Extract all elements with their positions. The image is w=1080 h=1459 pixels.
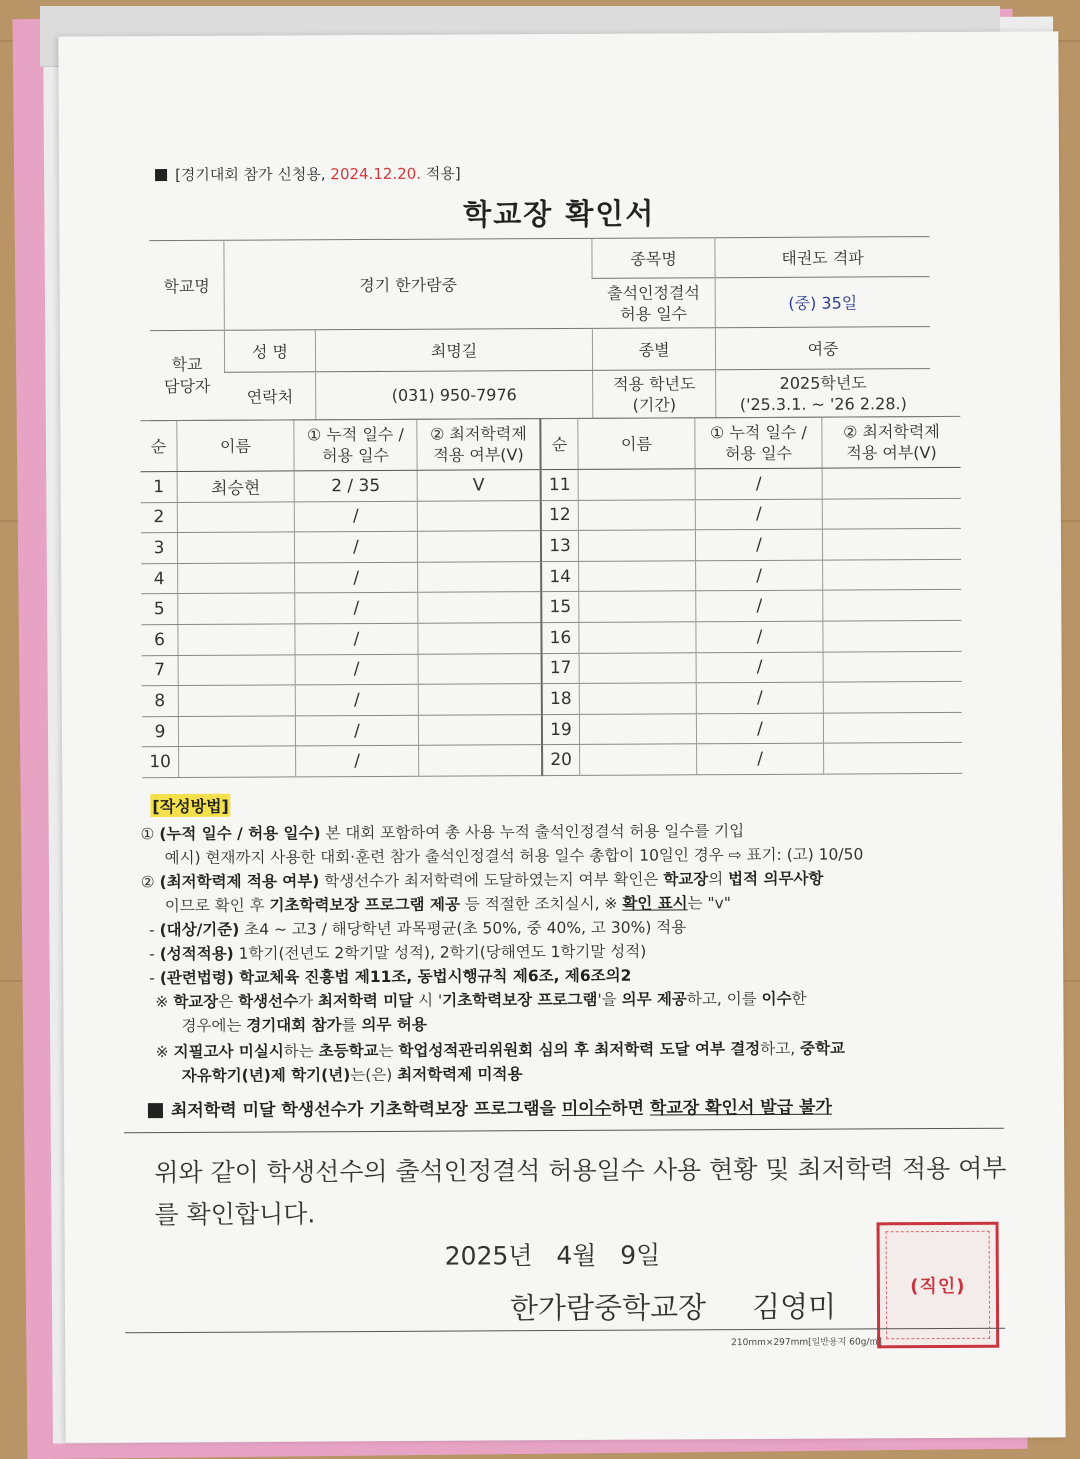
row-days-right: /	[695, 529, 822, 560]
row-no-left: 6	[141, 624, 178, 655]
row-name-right	[578, 499, 695, 530]
row-no-left: 7	[142, 655, 179, 686]
row-days-right: /	[696, 591, 823, 622]
square-bullet-icon	[155, 169, 167, 181]
row-no-right: 13	[541, 531, 579, 562]
table-row	[142, 651, 962, 686]
row-name-left	[178, 593, 295, 624]
seal-border	[886, 1231, 991, 1340]
manager-label: 학교 담당자	[150, 330, 225, 420]
row-days-right: /	[695, 468, 822, 499]
document-page	[58, 31, 1065, 1442]
row-name-left	[177, 501, 294, 532]
roster-table	[140, 416, 962, 778]
row-days-left: /	[295, 623, 418, 654]
row-no-left: 9	[142, 716, 179, 747]
row-days-right: /	[696, 560, 823, 591]
row-days-right: /	[697, 743, 824, 774]
school-label: 학교명	[149, 240, 224, 330]
row-name-right	[578, 469, 695, 500]
contact-label: 연락처	[225, 372, 316, 420]
row-days-left: /	[294, 501, 417, 532]
row-check-left	[418, 592, 542, 623]
year-label: 적용 학년도 (기간)	[593, 370, 716, 419]
issue-date: 2025년 4월 9일	[444, 1240, 661, 1271]
method-line-11: 자유학기(년)제 학기(년)는(은) 최저학력제 미적용	[181, 1065, 523, 1085]
row-check-right	[822, 529, 961, 560]
arrow-box-icon	[148, 1103, 163, 1118]
row-name-left	[179, 746, 296, 777]
row-name-left	[177, 532, 294, 563]
col-no-right: 순	[540, 418, 578, 469]
row-check-left	[418, 623, 542, 654]
row-no-left: 8	[142, 686, 179, 717]
row-name-right	[579, 714, 696, 745]
row-no-right: 14	[541, 561, 579, 592]
official-seal	[877, 1222, 1000, 1349]
row-name-right	[579, 622, 696, 653]
row-no-right: 19	[542, 714, 580, 745]
method-line-2: 예시) 현재까지 사용한 대회·훈련 참가 출석인정결석 허용 일수 총합이 10일인 경우 ⇨ 표기: (고) 10/50	[164, 845, 864, 868]
row-check-left	[418, 684, 542, 715]
row-no-left: 2	[141, 502, 178, 533]
row-check-left	[418, 653, 542, 684]
row-name-right	[579, 591, 696, 622]
header-note	[155, 163, 461, 186]
event-value: 태권도 격파	[715, 237, 930, 278]
row-days-left: /	[295, 684, 418, 715]
confirmation-text: 위와 같이 학생선수의 출석인정결석 허용일수 사용 현황 및 최저학력 적용 여부를 확인합니다.	[154, 1153, 1007, 1230]
row-no-right: 15	[541, 592, 579, 623]
divider-top	[124, 1128, 1004, 1134]
col-no-left: 순	[140, 421, 177, 472]
col-check-right: ② 최저학력제 적용 여부(V)	[822, 416, 961, 468]
method-line-8: ※ 학교장은 학생선수가 최저학력 미달 시 '기초학력보장 프로그램'을 의무 제공하고, 이를 이수한	[155, 989, 807, 1012]
row-days-left: /	[295, 654, 418, 685]
row-name-right	[580, 744, 697, 775]
row-check-right	[823, 712, 962, 743]
divider-bottom	[125, 1328, 1005, 1334]
col-check-left: ② 최저학력제 적용 여부(V)	[417, 419, 541, 471]
row-check-left	[417, 500, 541, 531]
row-days-right: /	[696, 682, 823, 713]
method-line-5: - (대상/기준) 초4 ~ 고3 / 해당학년 과목평균(초 50%, 중 40%, 고 30%) 적용	[148, 918, 687, 940]
row-name-left	[178, 654, 295, 685]
row-name-right	[579, 652, 696, 683]
row-no-right: 20	[542, 745, 580, 776]
row-check-left: V	[417, 470, 541, 501]
table-row	[141, 467, 961, 502]
row-days-left: /	[295, 715, 418, 746]
header-note-date: 2024.12.20.	[330, 164, 422, 184]
roster-body	[141, 467, 963, 777]
row-no-left: 4	[141, 563, 178, 594]
allowance-value: (중) 35일	[715, 277, 930, 328]
event-label: 종목명	[592, 238, 715, 279]
name-value: 최명길	[315, 328, 592, 371]
method-line-9: 경우에는 경기대회 참가를 의무 허용	[181, 1015, 427, 1035]
contact-value: (031) 950-7976	[316, 370, 593, 419]
row-days-right: /	[695, 499, 822, 530]
col-name-right: 이름	[578, 418, 695, 470]
row-no-right: 16	[541, 622, 579, 653]
document-title: 학교장 확인서	[463, 196, 656, 232]
row-name-left	[178, 563, 295, 594]
name-label: 성 명	[224, 330, 315, 372]
signer-name: 김영미	[752, 1289, 837, 1325]
method-line-3: ② (최저학력제 적용 여부) 학생선수가 최저학력에 도달하였는지 여부 확인은 학교장의 법적 의무사항	[140, 869, 824, 892]
row-days-right: /	[696, 713, 823, 744]
col-days-right: ① 누적 일수 / 허용 일수	[695, 417, 822, 469]
method-line-10: ※ 지필고사 미실시하는 초등학교는 학업성적관리위원회 심의 후 최저학력 도달 여부 결정하고, 중학교	[155, 1039, 846, 1062]
row-no-left: 1	[141, 472, 178, 503]
table-row	[141, 590, 961, 625]
table-row	[141, 559, 961, 594]
col-name-left: 이름	[177, 420, 294, 472]
row-check-left	[417, 531, 541, 562]
year-value: 2025학년도 ('25.3.1. ~ '26 2.28.)	[716, 369, 931, 418]
row-no-right: 11	[541, 469, 579, 500]
seal-label: (직인)	[910, 1275, 966, 1298]
row-check-right	[823, 590, 962, 621]
row-check-right	[823, 651, 962, 682]
row-days-left: /	[295, 562, 418, 593]
header-note-suffix: 적용]	[421, 164, 461, 183]
paper-size-note: 210mm×297mm[일반용지 60g/㎡]	[731, 1337, 883, 1349]
row-check-right	[824, 743, 963, 774]
table-row	[141, 529, 961, 564]
row-days-right: /	[696, 652, 823, 683]
row-name-left: 최승현	[177, 471, 294, 502]
row-no-right: 17	[542, 653, 580, 684]
header-note-prefix: [경기대회 참가 신청용,	[175, 165, 331, 185]
row-days-left: /	[295, 593, 418, 624]
row-name-right	[579, 683, 696, 714]
method-line-1: ① (누적 일수 / 허용 일수) 본 대회 포함하여 총 사용 누적 출석인정결석 허용 일수를 기입	[140, 822, 745, 844]
table-row	[142, 743, 962, 778]
row-days-right: /	[696, 621, 823, 652]
table-row	[141, 620, 961, 655]
method-title: [작성방법]	[150, 794, 231, 817]
table-row	[142, 682, 962, 717]
row-check-right	[823, 620, 962, 651]
row-check-left	[419, 745, 543, 776]
row-check-left	[418, 714, 542, 745]
row-days-left: 2 / 35	[294, 470, 417, 501]
row-no-right: 12	[541, 500, 579, 531]
school-value: 경기 한가람중	[224, 238, 593, 330]
type-label: 종별	[592, 328, 715, 371]
row-no-left: 3	[141, 533, 178, 564]
signer	[510, 1285, 836, 1328]
info-table	[149, 236, 930, 421]
signer-school: 한가람중학교장	[509, 1290, 707, 1326]
row-days-left: /	[296, 746, 419, 777]
row-no-right: 18	[542, 684, 580, 715]
row-check-right	[823, 682, 962, 713]
row-name-left	[178, 716, 295, 747]
row-name-left	[178, 624, 295, 655]
row-check-right	[822, 467, 961, 498]
table-row	[142, 712, 962, 747]
col-days-left: ① 누적 일수 / 허용 일수	[294, 419, 417, 471]
allowance-label: 출석인정결석 허용 일수	[592, 278, 715, 329]
method-line-6: - (성적적용) 1학기(전년도 2학기말 성적), 2학기(당해연도 1학기말 성적)	[149, 942, 647, 964]
type-value: 여중	[715, 327, 930, 370]
row-no-left: 10	[142, 747, 179, 778]
method-line-4: 이므로 확인 후 기초학력보장 프로그램 제공 등 적절한 조치실시, ※ 확인 표시는 "v"	[164, 894, 732, 916]
table-row	[141, 498, 961, 533]
row-no-left: 5	[141, 594, 178, 625]
row-name-left	[178, 685, 295, 716]
row-check-right	[822, 498, 961, 529]
row-days-left: /	[294, 531, 417, 562]
method-line-7: - (관련법령) 학교체육 진흥법 제11조, 동법시행규칙 제6조, 제6조의2	[149, 966, 632, 988]
row-check-left	[418, 561, 542, 592]
final-note: 최저학력 미달 학생선수가 기초학력보장 프로그램을 미이수하면 학교장 확인서 발급 불가	[148, 1093, 832, 1122]
row-check-right	[823, 559, 962, 590]
row-name-right	[578, 530, 695, 561]
row-name-right	[579, 561, 696, 592]
